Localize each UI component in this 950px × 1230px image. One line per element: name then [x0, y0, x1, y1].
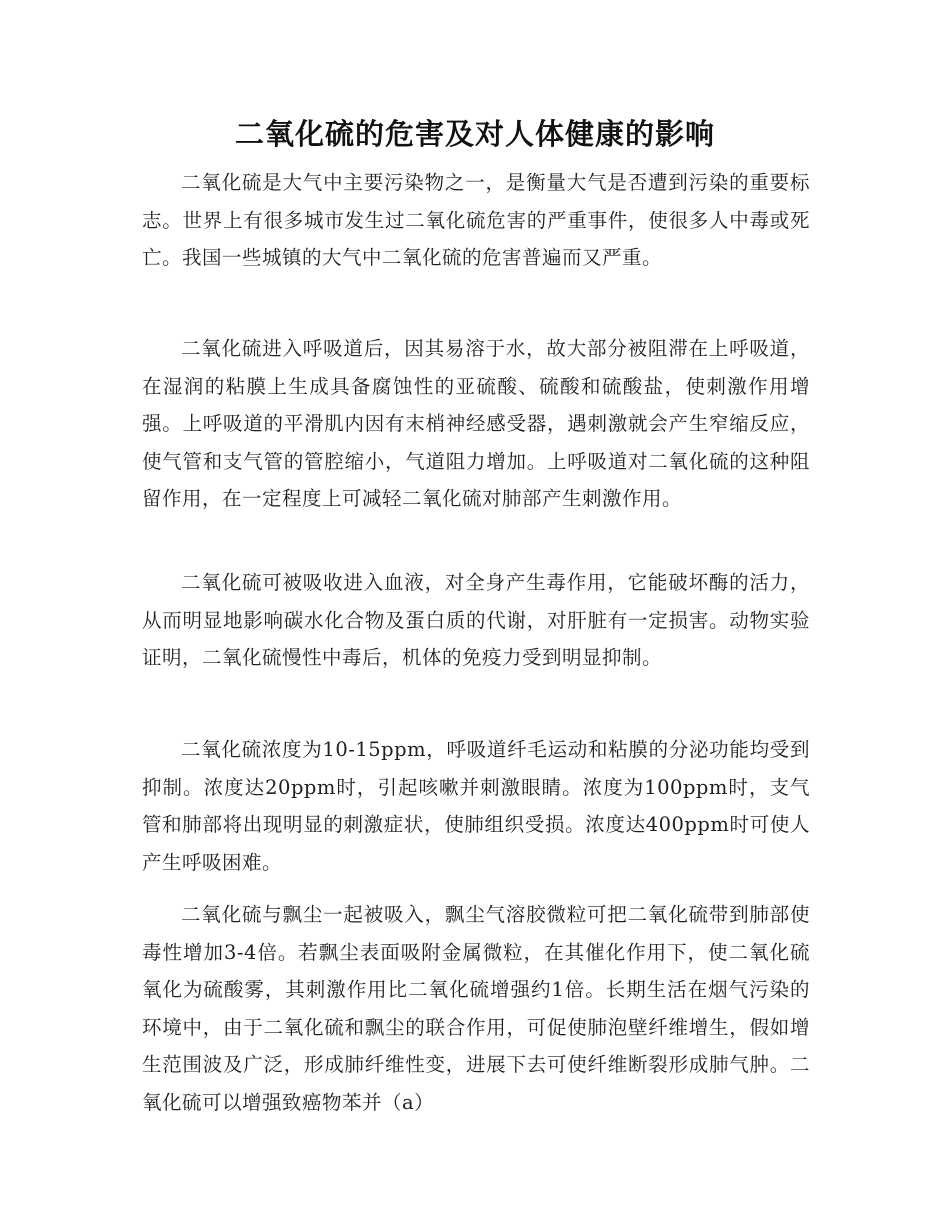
paragraph-intro: 二氧化硫是大气中主要污染物之一，是衡量大气是否遭到污染的重要标志。世界上有很多城市发生过二氧化硫危害的严重事件，使很多人中毒或死亡。我国一些城镇的大气中二氧化硫的危害普遍而又严重。 — [142, 171, 810, 270]
paragraph-concentration-effects: 二氧化硫浓度为10-15ppm，呼吸道纤毛运动和粘膜的分泌功能均受到抑制。浓度达20ppm时，引起咳嗽并刺激眼睛。浓度为100ppm时，支气管和肺部将出现明显的刺激症状，使肺组织受损。浓度达400ppm时可使人产生呼吸困难。 — [142, 738, 810, 874]
paragraph-dust-combination: 二氧化硫与飘尘一起被吸入，飘尘气溶胶微粒可把二氧化硫带到肺部使毒性增加3-4倍。若飘尘表面吸附金属微粒，在其催化作用下，使二氧化硫氧化为硫酸雾，其刺激作用比二氧化硫增强约1倍。长期生活在烟气污染的环境中，由于二氧化硫和飘尘的联合作用，可促使肺泡壁纤维增生，假如增生范围波及广泛，形成肺纤维性变，进展下去可使纤维断裂形成肺气肿。二氧化硫可以增强致癌物苯并（a） — [142, 903, 810, 1114]
paragraph-respiratory-tract: 二氧化硫进入呼吸道后，因其易溶于水，故大部分被阻滞在上呼吸道，在湿润的粘膜上生成具备腐蚀性的亚硫酸、硫酸和硫酸盐，使刺激作用增强。上呼吸道的平滑肌内因有末梢神经感受器，遇刺激就会产生窄缩反应，使气管和支气管的管腔缩小，气道阻力增加。上呼吸道对二氧化硫的这种阻留作用，在一定程度上可减轻二氧化硫对肺部产生刺激作用。 — [142, 337, 810, 511]
paragraph-blood-absorption: 二氧化硫可被吸收进入血液，对全身产生毒作用，它能破坏酶的活力，从而明显地影响碳水化合物及蛋白质的代谢，对肝脏有一定损害。动物实验证明，二氧化硫慢性中毒后，机体的免疫力受到明显抑制。 — [142, 571, 810, 670]
document-title: 二氧化硫的危害及对人体健康的影响 — [234, 117, 715, 151]
